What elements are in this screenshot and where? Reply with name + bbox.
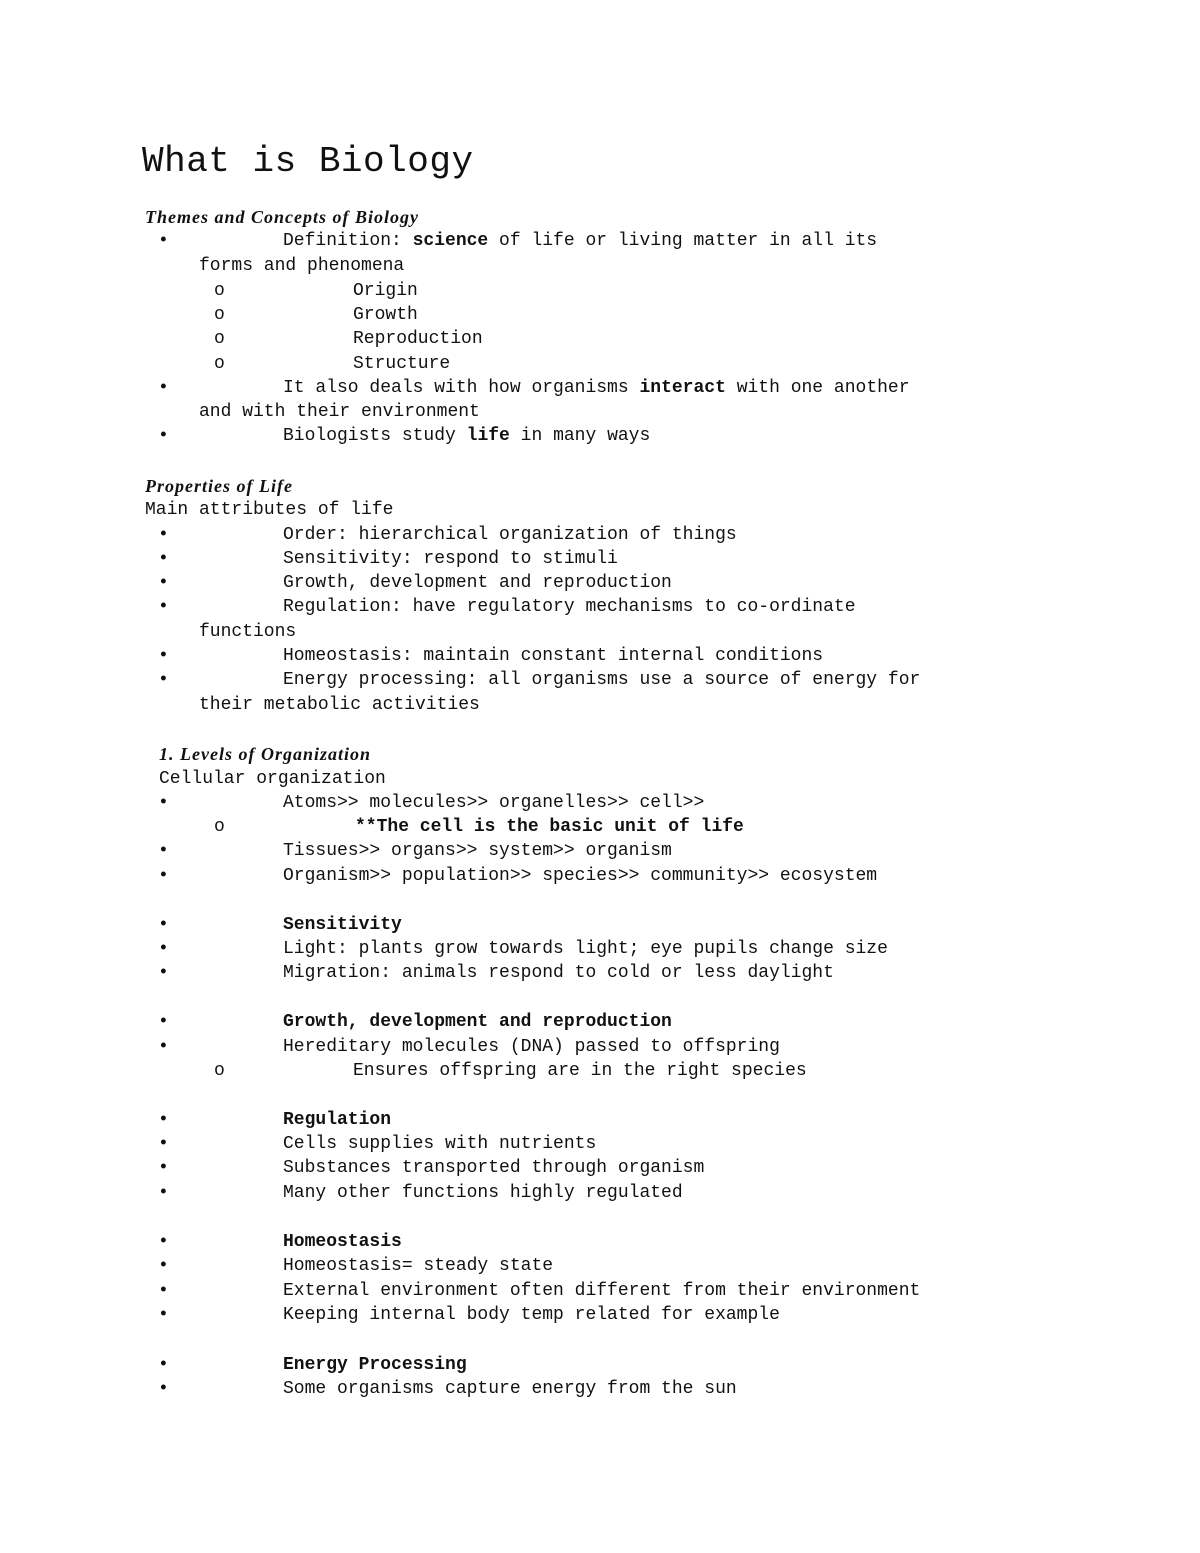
subsection-heading-homeostasis: Homeostasis bbox=[283, 1232, 402, 1252]
section-heading-levels: 1. Levels of Organization bbox=[159, 744, 371, 764]
circle-bullet-icon: o bbox=[214, 1061, 225, 1081]
subsection-heading-growth: Growth, development and reproduction bbox=[283, 1012, 672, 1032]
circle-bullet-icon: o bbox=[214, 305, 225, 325]
bullet-icon: • bbox=[158, 1256, 169, 1276]
list-item-continuation: forms and phenomena bbox=[199, 256, 405, 276]
list-item-continuation: their metabolic activities bbox=[199, 695, 480, 715]
list-item: Organism>> population>> species>> community>> ecosystem bbox=[283, 866, 878, 886]
page-title: What is Biology bbox=[142, 141, 474, 182]
bullet-icon: • bbox=[158, 1379, 169, 1399]
list-item-biologists: Biologists study life in many ways bbox=[283, 426, 651, 446]
sub-list-item: Reproduction bbox=[353, 329, 483, 349]
bullet-icon: • bbox=[158, 549, 169, 569]
bullet-icon: • bbox=[158, 1037, 169, 1057]
list-item: External environment often different from their environment bbox=[283, 1281, 921, 1301]
list-item: Homeostasis= steady state bbox=[283, 1256, 554, 1276]
sub-list-item: Origin bbox=[353, 281, 418, 301]
bullet-icon: • bbox=[158, 573, 169, 593]
bullet-icon: • bbox=[158, 1158, 169, 1178]
list-item-interact: It also deals with how organisms interact with one another bbox=[283, 378, 910, 398]
bullet-icon: • bbox=[158, 670, 169, 690]
bullet-icon: • bbox=[158, 1183, 169, 1203]
list-item: Sensitivity: respond to stimuli bbox=[283, 549, 618, 569]
list-item: Atoms>> molecules>> organelles>> cell>> bbox=[283, 793, 705, 813]
bullet-icon: • bbox=[158, 646, 169, 666]
list-item: Migration: animals respond to cold or less daylight bbox=[283, 963, 834, 983]
bullet-icon: • bbox=[158, 1232, 169, 1252]
circle-bullet-icon: o bbox=[214, 817, 225, 837]
bullet-icon: • bbox=[158, 963, 169, 983]
bullet-icon: • bbox=[158, 525, 169, 545]
bullet-icon: • bbox=[158, 793, 169, 813]
circle-bullet-icon: o bbox=[214, 354, 225, 374]
subsection-heading-sensitivity: Sensitivity bbox=[283, 915, 402, 935]
section-heading-themes: Themes and Concepts of Biology bbox=[145, 207, 419, 227]
sub-list-item: **The cell is the basic unit of life bbox=[355, 817, 744, 837]
section-intro: Cellular organization bbox=[159, 769, 386, 789]
list-item: Hereditary molecules (DNA) passed to offspring bbox=[283, 1037, 780, 1057]
list-item: Substances transported through organism bbox=[283, 1158, 705, 1178]
bullet-icon: • bbox=[158, 597, 169, 617]
bullet-icon: • bbox=[158, 866, 169, 886]
bullet-icon: • bbox=[158, 1134, 169, 1154]
list-item: Cells supplies with nutrients bbox=[283, 1134, 597, 1154]
bullet-icon: • bbox=[158, 1305, 169, 1325]
list-item: Energy processing: all organisms use a source of energy for bbox=[283, 670, 921, 690]
bullet-icon: • bbox=[158, 1110, 169, 1130]
list-item: Homeostasis: maintain constant internal conditions bbox=[283, 646, 824, 666]
bullet-icon: • bbox=[158, 1012, 169, 1032]
list-item: Tissues>> organs>> system>> organism bbox=[283, 841, 672, 861]
subsection-heading-energy: Energy Processing bbox=[283, 1355, 467, 1375]
sub-list-item: Ensures offspring are in the right species bbox=[353, 1061, 807, 1081]
list-item: Growth, development and reproduction bbox=[283, 573, 672, 593]
bullet-icon: • bbox=[158, 426, 169, 446]
subsection-heading-regulation: Regulation bbox=[283, 1110, 392, 1130]
bullet-icon: • bbox=[158, 1355, 169, 1375]
sub-list-item: Growth bbox=[353, 305, 418, 325]
list-item: Light: plants grow towards light; eye pupils change size bbox=[283, 939, 888, 959]
list-item: Many other functions highly regulated bbox=[283, 1183, 683, 1203]
bullet-icon: • bbox=[158, 939, 169, 959]
section-heading-properties: Properties of Life bbox=[145, 476, 293, 496]
list-item-definition: Definition: science of life or living matter in all its bbox=[283, 231, 878, 251]
list-item: Order: hierarchical organization of things bbox=[283, 525, 737, 545]
bullet-icon: • bbox=[158, 915, 169, 935]
list-item: Some organisms capture energy from the sun bbox=[283, 1379, 737, 1399]
bullet-icon: • bbox=[158, 1281, 169, 1301]
bullet-icon: • bbox=[158, 378, 169, 398]
list-item: Keeping internal body temp related for example bbox=[283, 1305, 780, 1325]
sub-list-item: Structure bbox=[353, 354, 451, 374]
section-intro: Main attributes of life bbox=[145, 500, 394, 520]
bullet-icon: • bbox=[158, 231, 169, 251]
list-item-continuation: and with their environment bbox=[199, 402, 480, 422]
list-item-continuation: functions bbox=[199, 622, 297, 642]
bullet-icon: • bbox=[158, 841, 169, 861]
circle-bullet-icon: o bbox=[214, 329, 225, 349]
circle-bullet-icon: o bbox=[214, 281, 225, 301]
list-item: Regulation: have regulatory mechanisms to co-ordinate bbox=[283, 597, 856, 617]
